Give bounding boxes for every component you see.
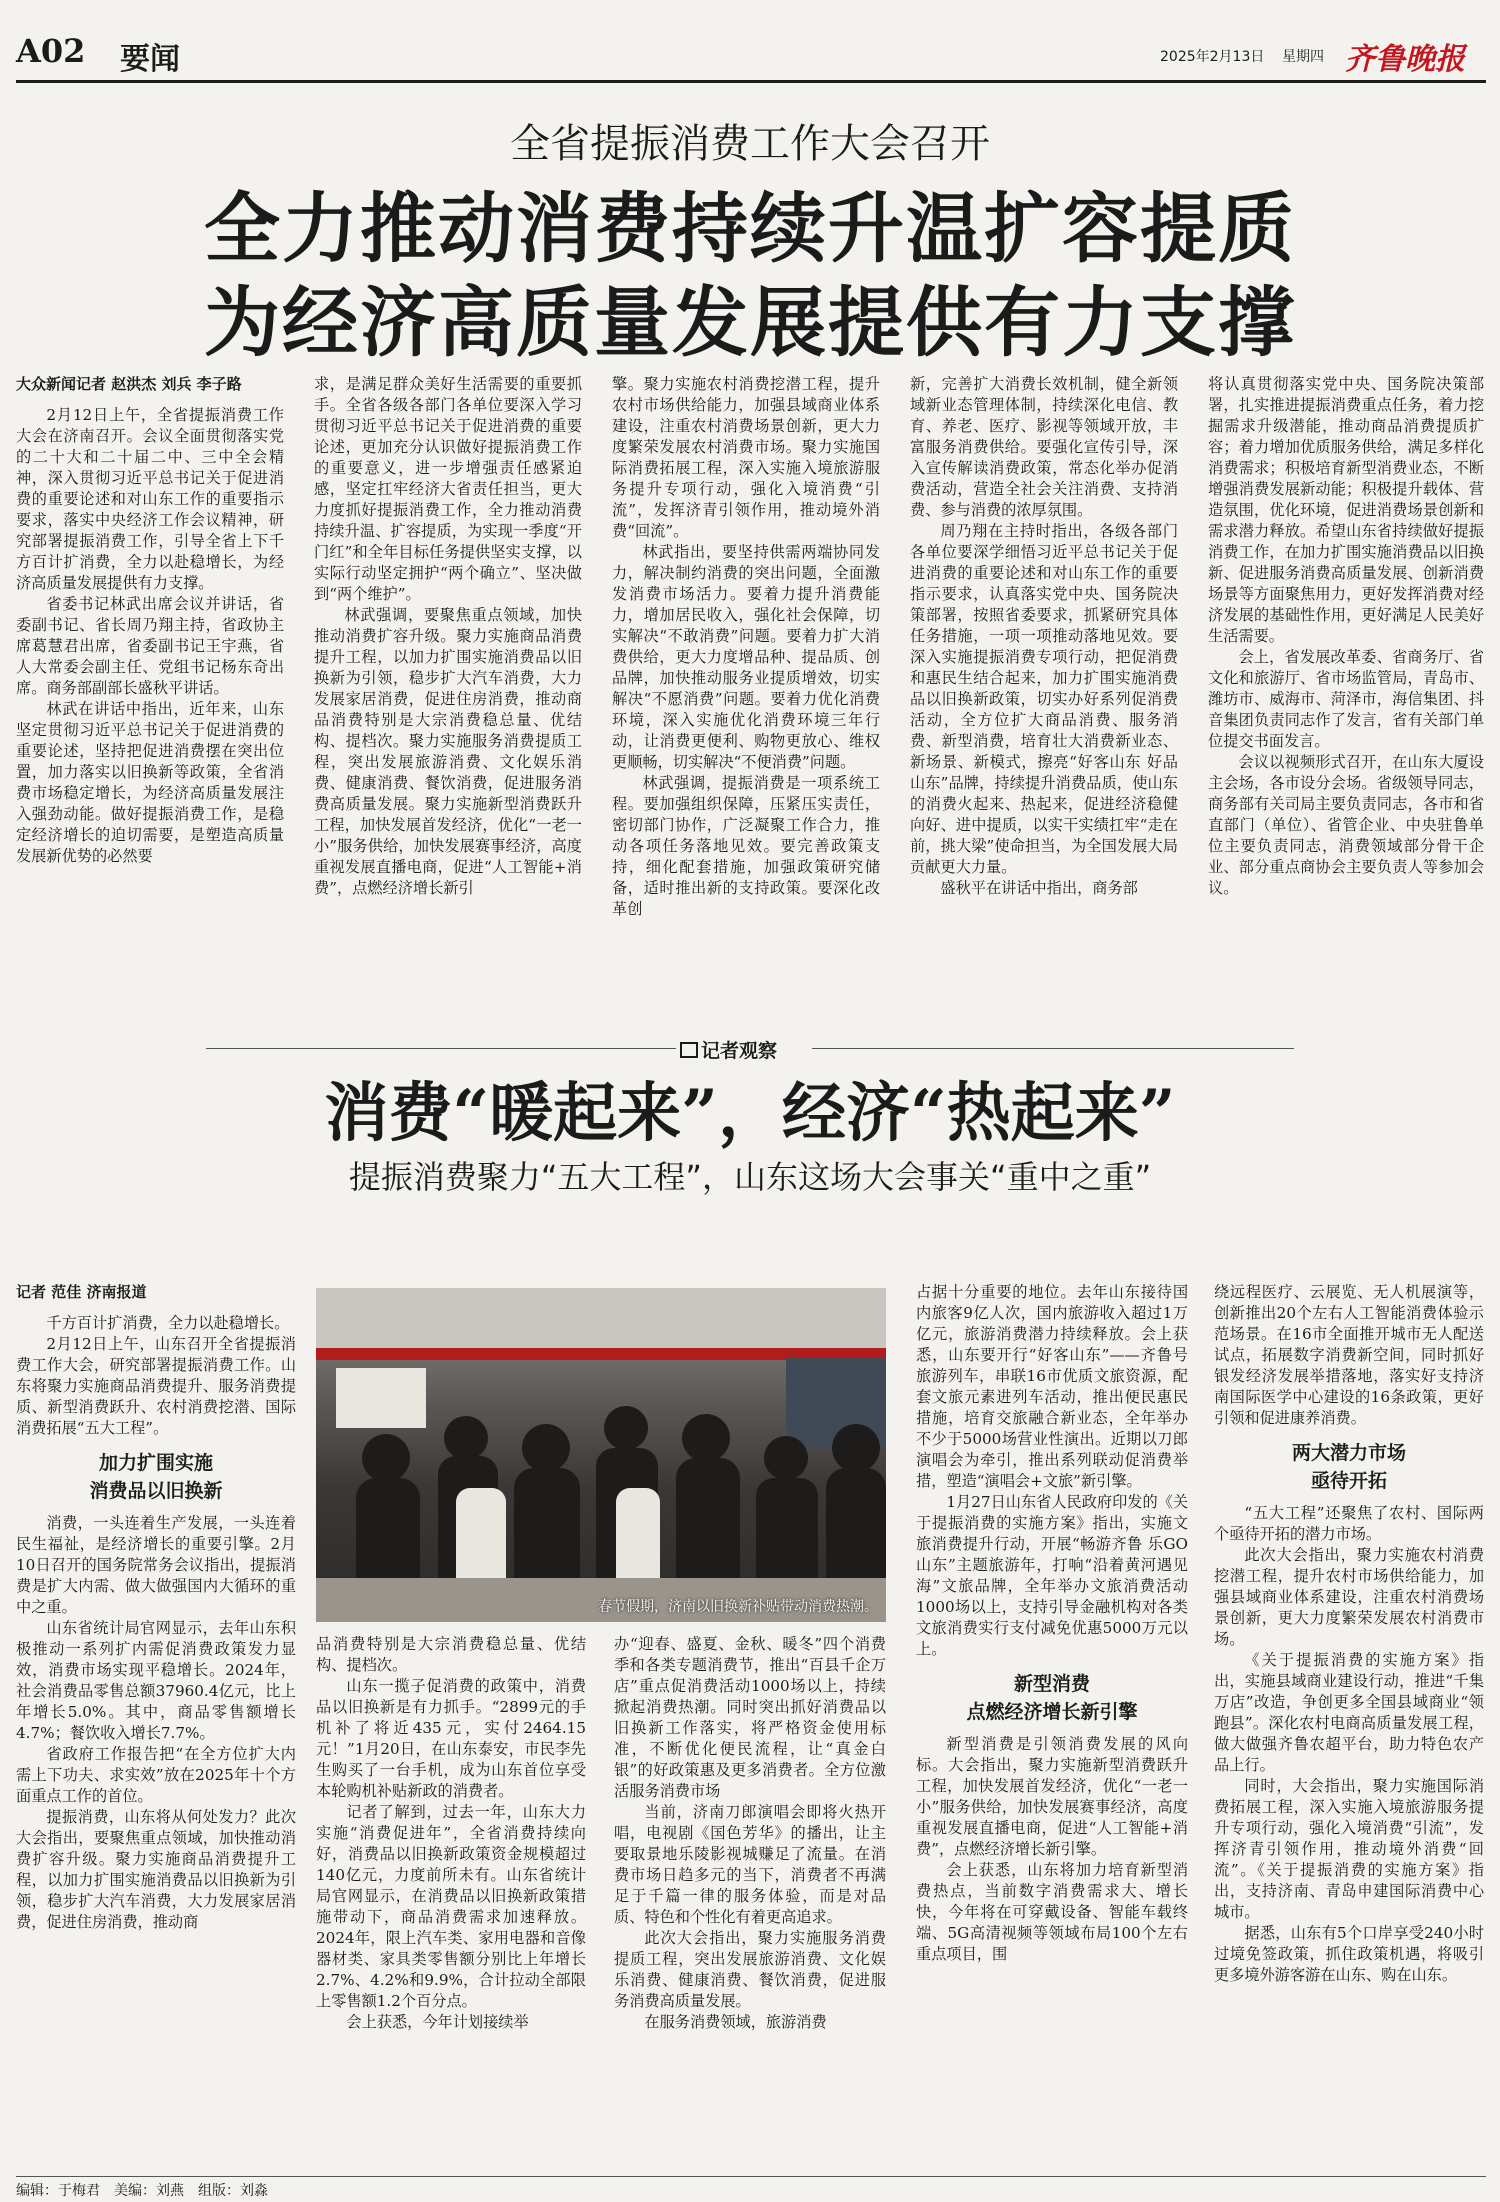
paragraph: 品消费特别是大宗消费稳总量、优结构、提档次。: [316, 1635, 586, 1674]
paragraph: 将认真贯彻落实党中央、国务院决策部署，扎实推进提振消费重点任务，着力挖掘需求升级潜能，推动商品消费提质扩容；着力增加优质服务供给，满足多样化消费需求；积极培育新型消费业态，不断增强消费发展新动能；积极提升载体、营造氛围，优化环境，促进消费场景创新和需求潜力释放。希望山东省持续做好提振消费工作，在加力扩围实施消费品以旧换新、促进服务消费高质量发展、创新消费场景等方面聚焦用力，更好发挥消费对经济发展的基础性作用，更好满足人民美好生活需要。: [1208, 375, 1484, 645]
paragraph: 2月12日上午，全省提振消费工作大会在济南召开。会议全面贯彻落实党的二十大和二十届二中、三中全会精神，深入贯彻习近平总书记关于促进消费的重要论述和对山东工作的重要指示要求，落实中央经济工作会议精神，研究部署提振消费工作，引导全省上下千方百计扩消费，全力以赴稳增长，为经济高质量发展提供有力支撑。: [16, 406, 284, 592]
paragraph: 当前，济南刀郎演唱会即将火热开唱，电视剧《国色芳华》的播出，让主要取景地乐陵影视城赚足了流量。在消费市场日趋多元的当下，消费者不再满足于千篇一律的服务体验，而是对品质、特色和个性化有着更高追求。: [614, 1803, 886, 1926]
paragraph: 会议以视频形式召开，在山东大厦设主会场，各市设分会场。省级领导同志，商务部有关司局主要负责同志，各市和省直部门（单位）、省管企业、中央驻鲁单位主要负责同志，消费领域部分骨干企业、部分重点商协会主要负责人等参加会议。: [1208, 753, 1484, 897]
paragraph: 会上获悉，今年计划接续举: [346, 2013, 529, 2031]
paragraph: 此次大会指出，聚力实施农村消费挖潜工程，提升农村市场供给能力，加强县域商业体系建设，注重农村消费场景创新，更大力度繁荣发展农村消费市场。: [1214, 1546, 1484, 1648]
article2-column-5: [1214, 1282, 1484, 1986]
paragraph: 求，是满足群众美好生活需要的重要抓手。全省各级各部门各单位要深入学习贯彻习近平总书记关于促进消费的重要论述，更加充分认识做好提振消费工作的重要意义，进一步增强责任感紧迫感，坚定扛牢经济大省责任担当，更大力度抓好提振消费工作，全力推动消费持续升温、扩容提质，为实现一季度“开门红”和全年目标任务提供坚实支撑，以实际行动坚定拥护“两个确立”、坚决做到“两个维护”。: [314, 375, 582, 603]
article2-column-3: [614, 1634, 886, 2033]
article2-column-2: [316, 1634, 586, 2033]
article1-byline: 大众新闻记者 赵洪杰 刘兵 李子路: [16, 375, 242, 393]
paragraph: 记者了解到，过去一年，山东大力实施“消费促进年”，全省消费持续向好，消费品以旧换新政策资金规模超过140亿元，力度前所未有。山东省统计局官网显示，在消费品以旧换新政策措施带动下，商品消费需求加速释放。2024年，限上汽车类、家用电器和音像器材类、家具类零售额分别比上年增长2.7%、4.2%和9.9%，合计拉动全部限上零售额1.2个百分点。: [316, 1803, 586, 2010]
section-divider-right: [812, 1048, 1294, 1049]
paper-logo: 齐鲁晚报: [1345, 42, 1465, 77]
paragraph: 林武指出，要坚持供需两端协同发力，解决制约消费的突出问题，全面激发消费市场活力。要着力提升消费能力，增加居民收入，强化社会保障，切实解决“不敢消费”问题。要着力扩大消费供给，更大力度增品种、提品质、创品牌，加快推动服务业提质增效，切实解决“不愿消费”问题。要着力优化消费环境，深入实施优化消费环境三年行动，让消费更便利、购物更放心、维权更顺畅，切实解决“不便消费”问题。: [612, 543, 880, 771]
article1-headline-line1: 全力推动消费持续升温扩容提质: [204, 184, 1296, 273]
paragraph: 《关于提振消费的实施方案》指出，实施县域商业建设行动，推进“千集万店”改造，争创更多全国县域商业“领跑县”。深化农村电商高质量发展工程，做大做强齐鲁农超平台，助力特色农产品上行。: [1214, 1651, 1484, 1774]
subhead-new-consumption: 新型消费 点燃经济增长新引擎: [966, 1673, 1138, 1723]
news-photo: [316, 1288, 886, 1622]
paragraph: “五大工程”还聚焦了农村、国际两个亟待开拓的潜力市场。: [1214, 1504, 1484, 1543]
paragraph: 提振消费，山东将从何处发力？此次大会指出，要聚焦重点领域，加快推动消费扩容升级。聚力实施商品消费提升工程，以加力扩围实施消费品以旧换新为引领，稳步扩大汽车消费，大力发展家居消费，促进住房消费，推动商: [16, 1808, 296, 1931]
paragraph: 周乃翔在主持时指出，各级各部门各单位要深学细悟习近平总书记关于促进消费的重要论述和对山东工作的重要指示要求，认真落实党中央、国务院决策部署，按照省委要求，抓紧研究具体任务措施，一项一项推动落地见效。要深入实施提振消费专项行动，把促消费和惠民生结合起来，加力扩围实施消费品以旧换新政策，切实办好系列促消费活动，全方位扩大商品消费、服务消费、新型消费，培育壮大消费新业态、新场景、新模式，擦亮“好客山东 好品山东”品牌，持续提升消费品质，使山东的消费火起来、热起来，促进经济稳健向好、进中提质，以实干实绩扛牢“走在前，挑大梁”使命担当，为全国发展大局贡献更大力量。: [910, 522, 1178, 876]
paragraph: 新，完善扩大消费长效机制，健全新领域新业态管理体制，持续深化电信、教育、养老、医疗、影视等领域开放，丰富服务消费供给。要强化宣传引导，深入宣传解读消费政策，常态化举办促消费活动，营造全社会关注消费、支持消费、参与消费的浓厚氛围。: [910, 375, 1178, 519]
paragraph: 擎。聚力实施农村消费挖潜工程，提升农村市场供给能力，加强县域商业体系建设，注重农村消费场景创新，更大力度繁荣发展农村消费市场。聚力实施国际消费拓展工程，深入实施入境旅游服务提升专项行动，强化入境消费“引流”，发挥济青引领作用，推动境外消费“回流”。: [612, 375, 880, 540]
section-divider-left: [206, 1048, 676, 1049]
paragraph: 山东一揽子促消费的政策中，消费品以旧换新是有力抓手。“2899元的手机补了将近435元，实付2464.15元！”1月20日，在山东泰安，市民李先生购买了一台手机，成为山东首位享受本轮购机补贴新政的消费者。: [316, 1677, 586, 1800]
masthead-rule: [16, 80, 1486, 83]
article2-subheadline: 提振消费聚力“五大工程”，山东这场大会事关“重中之重”: [348, 1158, 1152, 1196]
paragraph: 省委书记林武出席会议并讲话，省委副书记、省长周乃翔主持，省政协主席葛慧君出席，省委副书记王宇燕，省人大常委会副主任、党组书记杨东奇出席。商务部副部长盛秋平讲话。: [16, 595, 284, 697]
paragraph: 省政府工作报告把“在全方位扩大内需上下功夫、求实效”放在2025年十个方面重点工作的首位。: [16, 1745, 296, 1805]
issue-date: 2025年2月13日: [1160, 49, 1265, 65]
paragraph: 在服务消费领域，旅游消费: [644, 2013, 827, 2031]
paragraph: 盛秋平在讲话中指出，商务部: [940, 879, 1138, 897]
paragraph: 千方百计扩消费，全力以赴稳增长。: [46, 1314, 290, 1332]
issue-weekday: 星期四: [1282, 49, 1324, 65]
section-name: 要闻: [120, 42, 180, 77]
article1-column-3: [612, 374, 880, 920]
paragraph: 会上获悉，山东将加力培育新型消费热点，当前数字消费需求大、增长快，今年将在可穿戴设备、智能车载终端、5G高清视频等领域布局100个左右重点项目，围: [916, 1861, 1188, 1963]
article2-column-1: [16, 1282, 296, 1933]
article1-kicker: 全省提振消费工作大会召开: [510, 121, 990, 167]
footer-rule: [16, 2176, 1486, 2177]
article1-column-5: [1208, 374, 1484, 899]
article2-byline: 记者 范佳 济南报道: [16, 1283, 147, 1301]
paragraph: 林武强调，提振消费是一项系统工程。要加强组织保障，压紧压实责任，密切部门协作，广泛凝聚工作合力，推动各项任务落地见效。要完善政策支持，细化配套措施，加强政策研究储备，适时推出新的支持政策。要深化改革创: [612, 774, 880, 918]
subhead-potential-markets: 两大潜力市场 亟待开拓: [1291, 1442, 1406, 1492]
article1-column-2: [314, 374, 582, 899]
article1-headline-line2: 为经济高质量发展提供有力支撑: [204, 278, 1296, 367]
paragraph: 消费，一头连着生产发展，一头连着民生福祉，是经济增长的重要引擎。2月10日召开的国务院常务会议指出，提振消费是扩大内需、做大做强国内大循环的重中之重。: [16, 1514, 296, 1616]
paragraph: 2月12日上午，山东召开全省提振消费工作大会，研究部署提振消费工作。山东将聚力实施商品消费提升、服务消费提质、新型消费跃升、农村消费挖潜、国际消费拓展“五大工程”。: [16, 1335, 296, 1437]
paragraph: 此次大会指出，聚力实施服务消费提质工程，突出发展旅游消费、文化娱乐消费、健康消费、餐饮消费，促进服务消费高质量发展。: [614, 1929, 886, 2010]
page-number: A02: [16, 32, 86, 70]
paragraph: 林武强调，要聚焦重点领域，加快推动消费扩容升级。聚力实施商品消费提升工程，以加力扩围实施消费品以旧换新为引领，稳步扩大汽车消费，大力发展家居消费，促进住房消费，推动商品消费特别是大宗消费稳总量、优结构、提档次。聚力实施服务消费提质工程，突出发展旅游消费、文化娱乐消费、健康消费、餐饮消费，促进服务消费高质量发展。聚力实施新型消费跃升工程，加快发展首发经济，优化“一老一小”服务供给，加快发展赛事经济，高度重视发展直播电商，促进“人工智能+消费”，点燃经济增长新引: [314, 606, 582, 897]
subhead-trade-in: 加力扩围实施 消费品以旧换新: [89, 1452, 223, 1502]
crowd-illustration: [316, 1288, 886, 1622]
observer-icon: [680, 1042, 698, 1058]
paragraph: 山东省统计局官网显示，去年山东积极推动一系列扩内需促消费政策发力显效，消费市场实现平稳增长。2024年，社会消费品零售总额37960.4亿元，比上年增长5.0%。其中，商品零售额增长4.7%；餐饮收入增长7.7%。: [16, 1619, 296, 1742]
observer-label: [680, 1036, 777, 1063]
paragraph: 同时，大会指出，聚力实施国际消费拓展工程，深入实施入境旅游服务提升专项行动，强化入境消费“引流”，发挥济青引领作用，推动境外消费“回流”。《关于提振消费的实施方案》指出，支持济南、青岛申建国际消费中心城市。: [1214, 1777, 1484, 1921]
paragraph: 据悉，山东有5个口岸享受240小时过境免签政策，抓住政策机遇，将吸引更多境外游客游在山东、购在山东。: [1214, 1924, 1484, 1984]
footer-credits: 编辑：于梅君 美编：刘燕 组版：刘淼: [16, 2183, 268, 2199]
article1-column-1: [16, 374, 284, 867]
paragraph: 办“迎春、盛夏、金秋、暖冬”四个消费季和各类专题消费节，推出“百县千企万店”重点促消费活动1000场以上，持续掀起消费热潮。同时突出抓好消费品以旧换新工作落实，将严格资金使用标准，不断优化便民流程，让“真金白银”的好政策惠及更多消费者。全方位激活服务消费市场: [614, 1635, 886, 1800]
article1-column-4: [910, 374, 1178, 899]
paragraph: 新型消费是引领消费发展的风向标。大会指出，聚力实施新型消费跃升工程，加快发展首发经济，优化“一老一小”服务供给，加快发展赛事经济，高度重视发展直播电商，促进“人工智能+消费”，点燃经济增长新引擎。: [916, 1735, 1188, 1858]
paragraph: 会上，省发展改革委、省商务厅、省文化和旅游厅、省市场监管局，青岛市、潍坊市、威海市、菏泽市，海信集团、抖音集团负责同志作了发言，省有关部门单位提交书面发言。: [1208, 648, 1484, 750]
paragraph: 林武在讲话中指出，近年来，山东坚定贯彻习近平总书记关于促进消费的重要论述，坚持把促进消费摆在突出位置，加力落实以旧换新等政策，全省消费市场稳定增长，为经济高质量发展注入强劲动能。做好提振消费工作，是稳定经济增长的迫切需要，是塑造高质量发展新优势的必然要: [16, 700, 284, 865]
paragraph: 1月27日山东省人民政府印发的《关于提振消费的实施方案》指出，实施文旅消费提升行动，开展“畅游齐鲁 乐GO山东”主题旅游年，打响“沿着黄河遇见海”文旅品牌，全年举办文旅消费活动1000场以上，支持引导金融机构对各类文旅消费实行支付减免优惠5000万元以上。: [916, 1493, 1189, 1658]
observer-label-text: 记者观察: [701, 1040, 778, 1062]
paragraph: 占据十分重要的地位。去年山东接待国内旅客9亿人次，国内旅游收入超过1万亿元，旅游消费潜力持续释放。会上获悉，山东要开行“好客山东”——齐鲁号旅游列车，串联16市优质文旅资源，配套文旅元素进列车活动，推出便民惠民措施，培育交旅融合新业态，全年举办不少于5000场营业性演出。近期以刀郎演唱会为牵引，推出系列联动促消费举措，塑造“演唱会+文旅”新引擎。: [916, 1283, 1188, 1490]
article2-headline: 消费“暖起来”，经济“热起来”: [324, 1076, 1176, 1151]
article2-column-4: [916, 1282, 1188, 1965]
photo-caption: 春节假期，济南以旧换新补贴带动消费热潮。: [598, 1599, 878, 1615]
paragraph: 绕远程医疗、云展览、无人机展演等，创新推出20个左右人工智能消费体验示范场景。在16市全面推开城市无人配送试点，拓展数字消费新空间，同时抓好银发经济发展举措落地，落实好支持济南国际医学中心建设的16条政策，更好引领和促进康养消费。: [1214, 1283, 1484, 1427]
